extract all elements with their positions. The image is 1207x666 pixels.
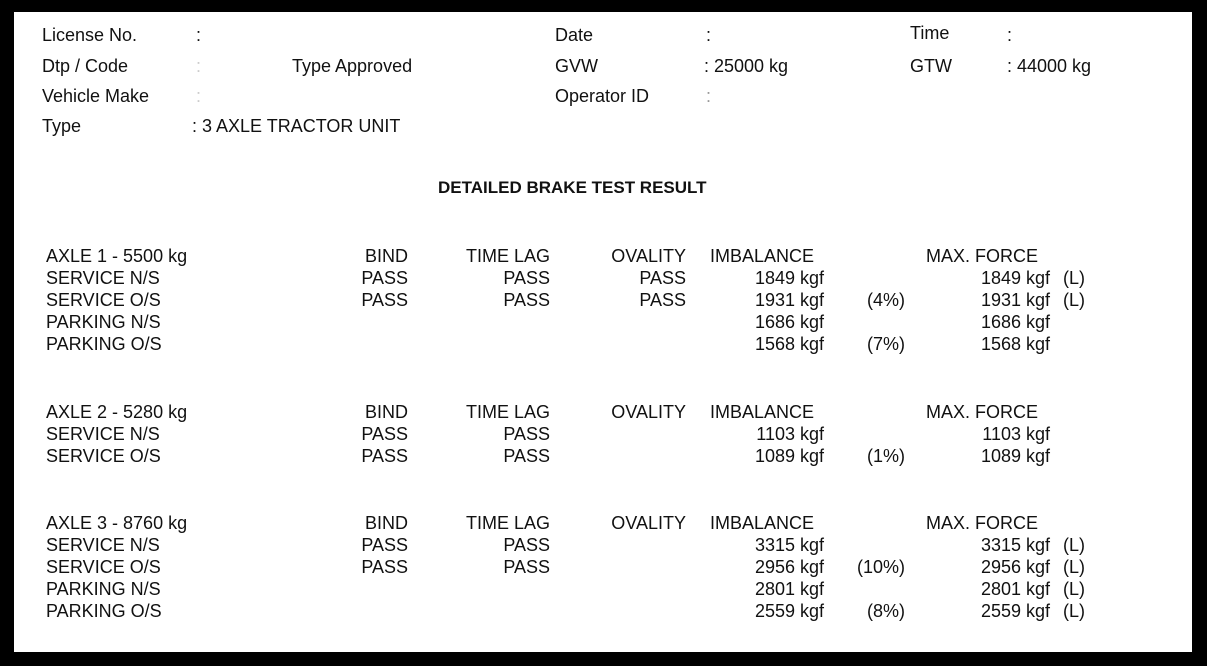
row-label: PARKING N/S bbox=[46, 579, 161, 599]
cell-pct: (10%) bbox=[856, 557, 905, 577]
column-header-max-force: MAX. FORCE bbox=[926, 513, 1039, 533]
row-label: PARKING O/S bbox=[46, 334, 162, 354]
type-label: Type bbox=[42, 116, 82, 136]
date-label: Date bbox=[555, 25, 594, 45]
column-header-bind: BIND bbox=[364, 246, 408, 266]
gtw-value: : 44000 kg bbox=[1007, 56, 1092, 76]
cell-time-lag: PASS bbox=[503, 268, 550, 288]
cell-time-lag: PASS bbox=[503, 535, 550, 555]
cell-time-lag: PASS bbox=[503, 290, 550, 310]
type-value: : 3 AXLE TRACTOR UNIT bbox=[192, 116, 401, 136]
cell-imbalance: 1931 kgf bbox=[754, 290, 824, 310]
date-colon: : bbox=[706, 25, 712, 45]
cell-bind: PASS bbox=[361, 290, 408, 310]
column-header-time-lag: TIME LAG bbox=[465, 513, 550, 533]
cell-pct: (7%) bbox=[866, 334, 905, 354]
time-label: Time bbox=[910, 23, 950, 43]
license-colon: : bbox=[196, 25, 202, 45]
cell-max-force: 1849 kgf bbox=[980, 268, 1050, 288]
column-header-ovality: OVALITY bbox=[611, 513, 686, 533]
column-header-time-lag: TIME LAG bbox=[465, 402, 550, 422]
column-header-imbalance: IMBALANCE bbox=[710, 246, 815, 266]
gvw-value: : 25000 kg bbox=[704, 56, 789, 76]
cell-max-force: 1686 kgf bbox=[980, 312, 1050, 332]
cell-max-force: 1568 kgf bbox=[980, 334, 1050, 354]
column-header-bind: BIND bbox=[364, 513, 408, 533]
axle-1-label: AXLE 1 - 5500 kg bbox=[46, 246, 188, 266]
cell-max-force: 2801 kgf bbox=[980, 579, 1050, 599]
cell-max-force: 1089 kgf bbox=[980, 446, 1050, 466]
license-label: License No. bbox=[42, 25, 138, 45]
column-header-ovality: OVALITY bbox=[611, 402, 686, 422]
row-label: PARKING N/S bbox=[46, 312, 161, 332]
cell-flag: (L) bbox=[1063, 535, 1085, 555]
vehicle-make-colon: : bbox=[196, 86, 202, 106]
row-label: SERVICE N/S bbox=[46, 268, 160, 288]
cell-imbalance: 1103 kgf bbox=[756, 424, 824, 444]
row-label: SERVICE O/S bbox=[46, 290, 161, 310]
row-label: SERVICE O/S bbox=[46, 557, 161, 577]
cell-imbalance: 2559 kgf bbox=[754, 601, 824, 621]
operator-id-colon: : bbox=[706, 86, 712, 106]
axle-3-label: AXLE 3 - 8760 kg bbox=[46, 513, 188, 533]
cell-time-lag: PASS bbox=[503, 557, 550, 577]
cell-bind: PASS bbox=[361, 424, 408, 444]
cell-imbalance: 1686 kgf bbox=[754, 312, 824, 332]
cell-imbalance: 1849 kgf bbox=[754, 268, 824, 288]
column-header-max-force: MAX. FORCE bbox=[926, 402, 1039, 422]
column-header-time-lag: TIME LAG bbox=[465, 246, 550, 266]
cell-bind: PASS bbox=[361, 268, 408, 288]
cell-pct: (1%) bbox=[866, 446, 905, 466]
cell-flag: (L) bbox=[1063, 601, 1085, 621]
cell-pct: (4%) bbox=[866, 290, 905, 310]
row-label: SERVICE N/S bbox=[46, 535, 160, 555]
cell-max-force: 1103 kgf bbox=[982, 424, 1050, 444]
time-colon: : bbox=[1007, 25, 1013, 45]
cell-bind: PASS bbox=[361, 446, 408, 466]
gvw-label: GVW bbox=[555, 56, 598, 76]
cell-max-force: 1931 kgf bbox=[980, 290, 1050, 310]
cell-flag: (L) bbox=[1063, 557, 1085, 577]
cell-flag: (L) bbox=[1063, 268, 1085, 288]
column-header-imbalance: IMBALANCE bbox=[710, 402, 815, 422]
cell-imbalance: 3315 kgf bbox=[754, 535, 824, 555]
cell-max-force: 2956 kgf bbox=[980, 557, 1050, 577]
vehicle-make-label: Vehicle Make bbox=[42, 86, 150, 106]
cell-time-lag: PASS bbox=[503, 424, 550, 444]
cell-imbalance: 1089 kgf bbox=[754, 446, 824, 466]
cell-pct: (8%) bbox=[866, 601, 905, 621]
dtp-code-value: Type Approved bbox=[292, 56, 413, 76]
gtw-label: GTW bbox=[910, 56, 952, 76]
cell-bind: PASS bbox=[361, 557, 408, 577]
cell-ovality: PASS bbox=[639, 290, 686, 310]
cell-imbalance: 2801 kgf bbox=[754, 579, 824, 599]
row-label: PARKING O/S bbox=[46, 601, 162, 621]
column-header-max-force: MAX. FORCE bbox=[926, 246, 1039, 266]
cell-max-force: 3315 kgf bbox=[980, 535, 1050, 555]
row-label: SERVICE N/S bbox=[46, 424, 160, 444]
dtp-code-label: Dtp / Code bbox=[42, 56, 129, 76]
cell-time-lag: PASS bbox=[503, 446, 550, 466]
cell-imbalance: 2956 kgf bbox=[754, 557, 824, 577]
report-title: DETAILED BRAKE TEST RESULT bbox=[438, 178, 707, 197]
operator-id-label: Operator ID bbox=[555, 86, 650, 106]
cell-max-force: 2559 kgf bbox=[980, 601, 1050, 621]
axle-2-label: AXLE 2 - 5280 kg bbox=[46, 402, 188, 422]
cell-bind: PASS bbox=[361, 535, 408, 555]
brake-test-report bbox=[14, 12, 1192, 652]
row-label: SERVICE O/S bbox=[46, 446, 161, 466]
column-header-ovality: OVALITY bbox=[611, 246, 686, 266]
cell-imbalance: 1568 kgf bbox=[754, 334, 824, 354]
cell-flag: (L) bbox=[1063, 579, 1085, 599]
column-header-bind: BIND bbox=[364, 402, 408, 422]
cell-ovality: PASS bbox=[639, 268, 686, 288]
dtp-code-colon: : bbox=[196, 56, 202, 76]
cell-flag: (L) bbox=[1063, 290, 1085, 310]
column-header-imbalance: IMBALANCE bbox=[710, 513, 815, 533]
